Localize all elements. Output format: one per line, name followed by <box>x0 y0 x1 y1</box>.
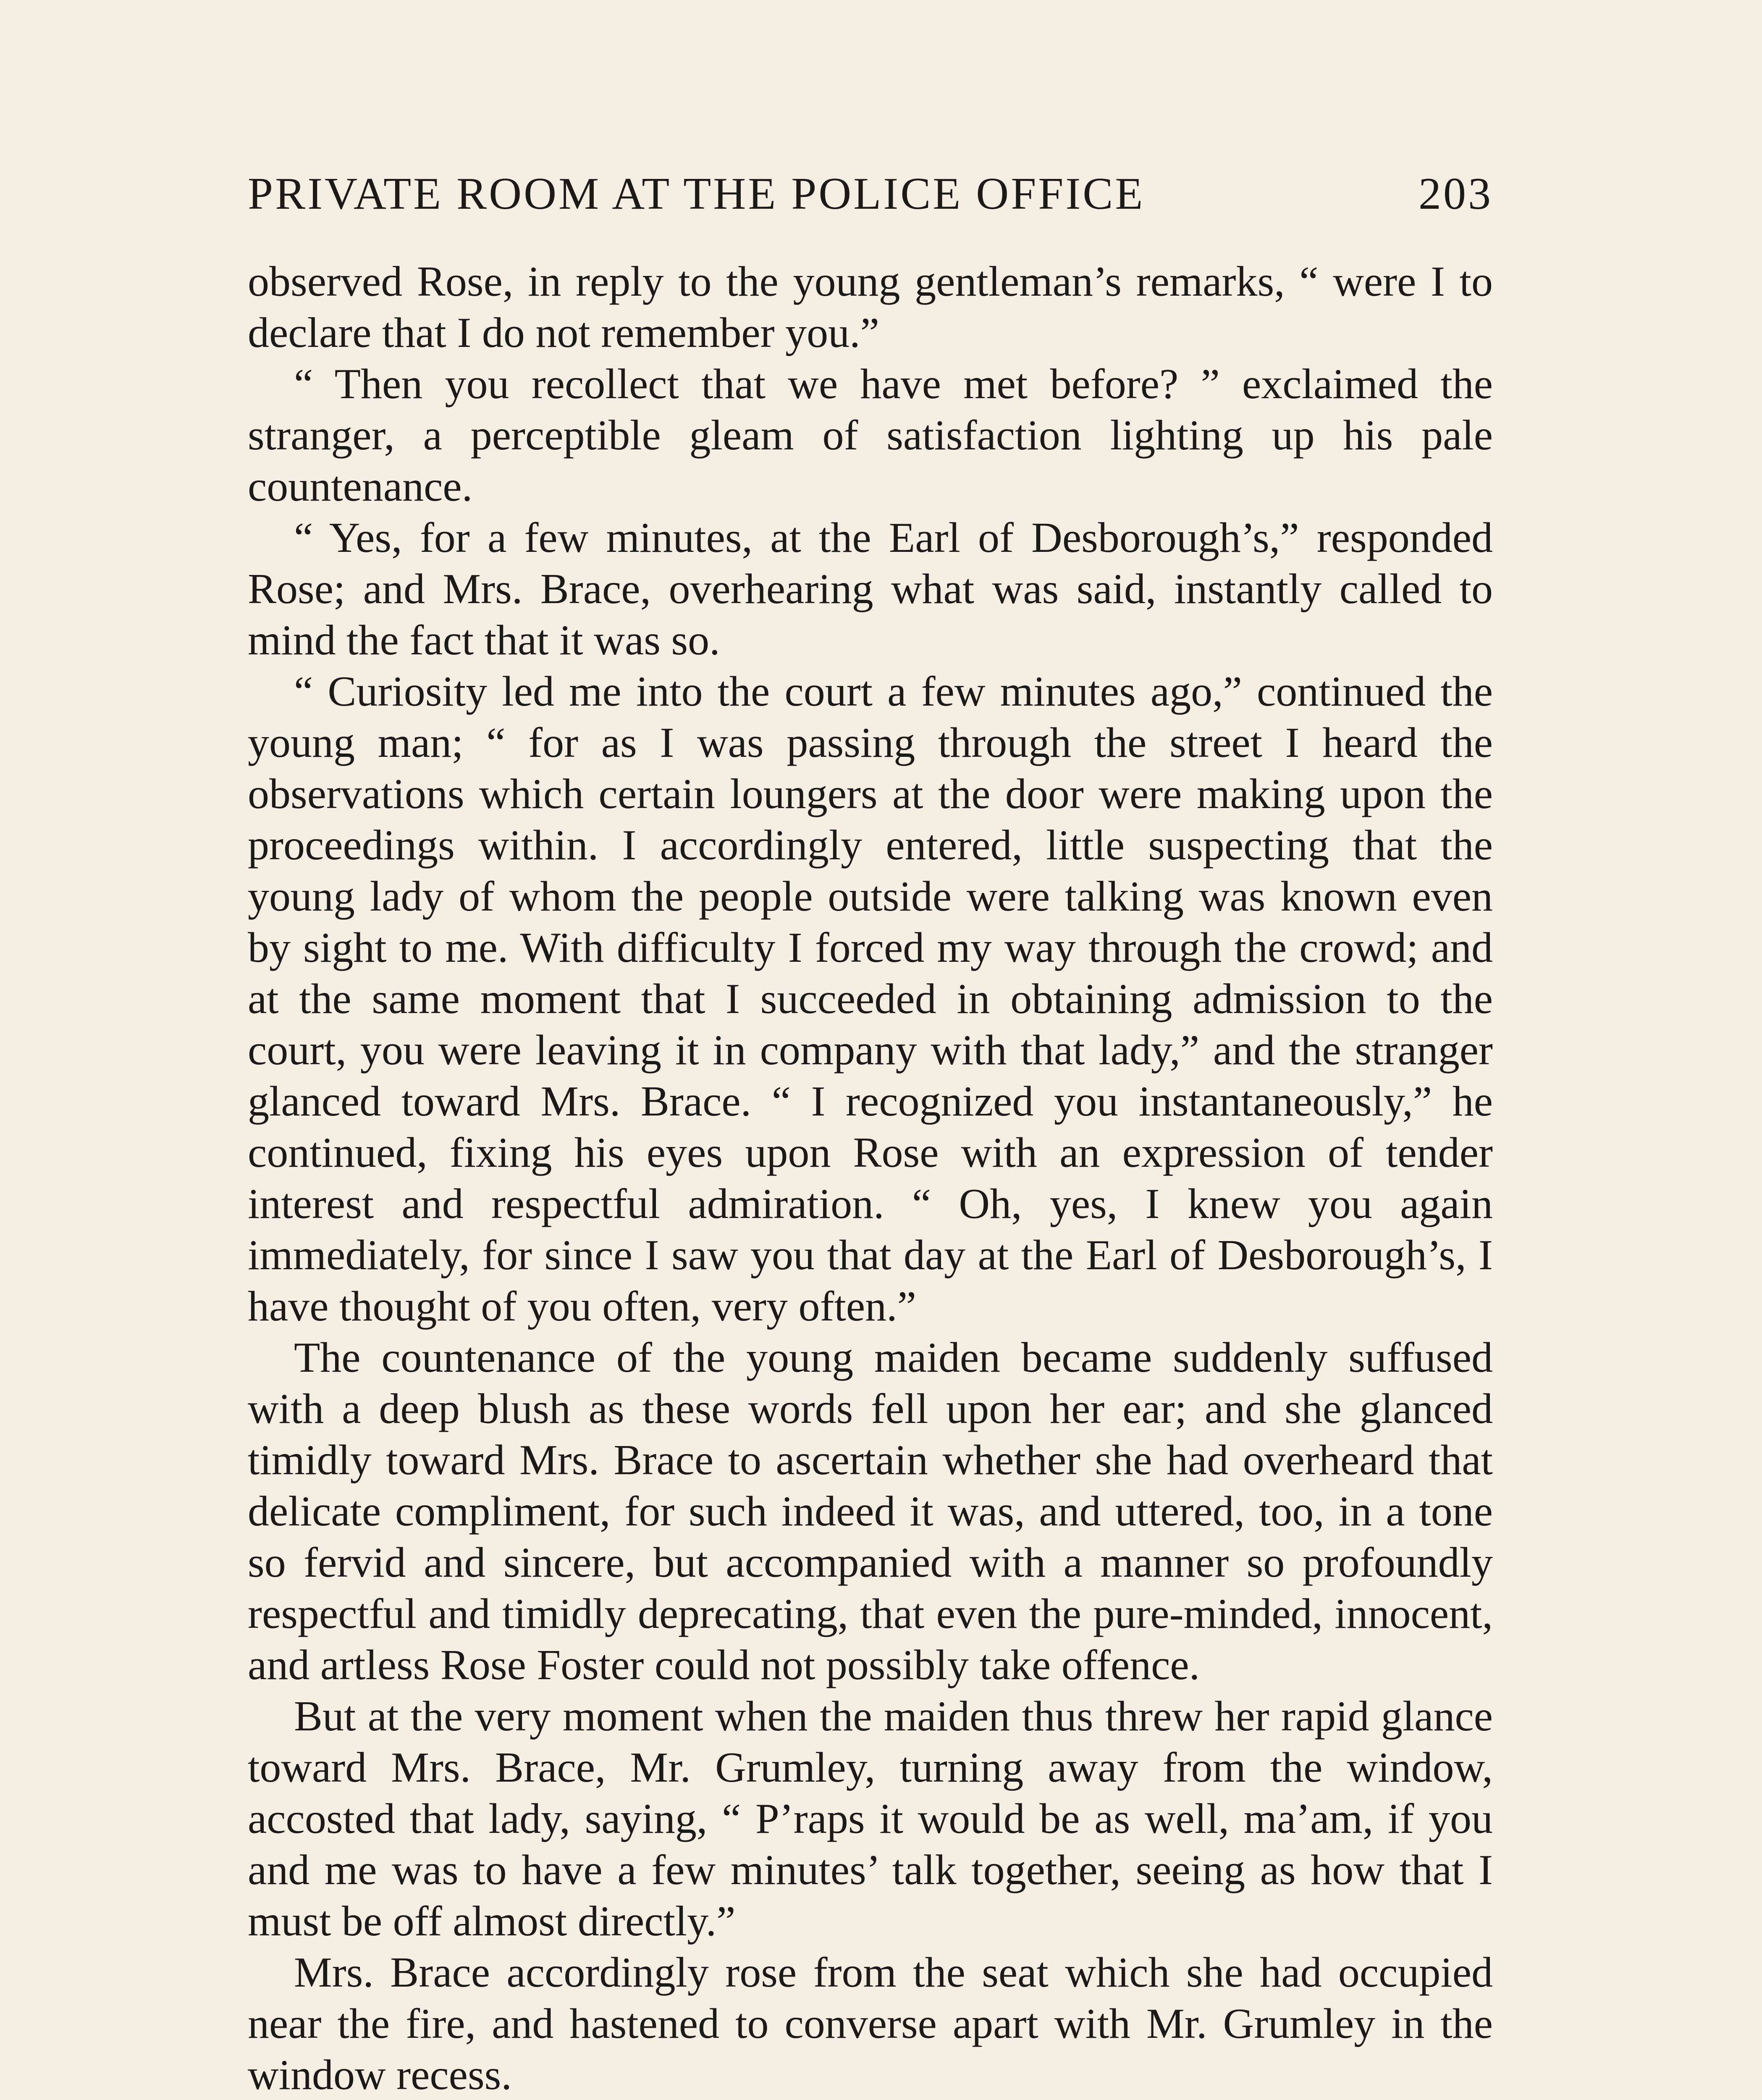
page-number: 203 <box>1419 169 1493 219</box>
paragraph: But at the very moment when the maiden thus threw her rapid glance toward Mrs. Brace, Mr. Grumley, turning away from the window, accosted that lady, saying, “ P’raps it would be as well, ma’am, if you and me was to have a few minutes’ talk together, seeing as how that I must be off almost directly.” <box>248 1693 1493 1945</box>
paragraph: “ Yes, for a few minutes, at the Earl of Desborough’s,” responded Rose; and Mrs. Brace, overhearing what was said, instantly called to mind the fact that it was so. <box>248 514 1493 664</box>
paragraph: The countenance of the young maiden became suddenly suffused with a deep blush as these words fell upon her ear; and she glanced timidly toward Mrs. Brace to ascertain whether she had overheard that delicate compliment, for such indeed it was, and uttered, too, in a tone so fervid and sincere, but accompanied with a manner so profoundly respectful and timidly deprecating, that even the pure-minded, innocent, and artless Rose Foster could not possibly take offence. <box>248 1334 1493 1689</box>
running-head <box>248 168 1493 227</box>
paragraph: Mrs. Brace accordingly rose from the seat which she had occupied near the fire, and hastened to converse apart with Mr. Grumley in the window recess. <box>248 1949 1493 2099</box>
paragraph: “ Then you recollect that we have met before? ” exclaimed the stranger, a perceptible gleam of satisfaction lighting up his pale countenance. <box>248 360 1493 510</box>
body-text <box>248 256 1493 2100</box>
running-title: PRIVATE ROOM AT THE POLICE OFFICE <box>248 169 1145 219</box>
paragraph: observed Rose, in reply to the young gentleman’s remarks, “ were I to declare that I do not remember you.” <box>248 258 1493 357</box>
paragraph: “ Curiosity led me into the court a few minutes ago,” continued the young man; “ for as I was passing through the street I heard the observations which certain loungers at the door were making upon the proceedings within. I accordingly entered, little suspecting that the young lady of whom the people outside were talking was known even by sight to me. With difficulty I forced my way through the crowd; and at the same moment that I succeeded in obtaining admission to the court, you were leaving it in company with that lady,” and the stranger glanced toward Mrs. Brace. “ I recognized you instantaneously,” he continued, fixing his eyes upon Rose with an expression of tender interest and respectful admiration. “ Oh, yes, I knew you again immediately, for since I saw you that day at the Earl of Desborough’s, I have thought of you often, very often.” <box>248 668 1493 1330</box>
